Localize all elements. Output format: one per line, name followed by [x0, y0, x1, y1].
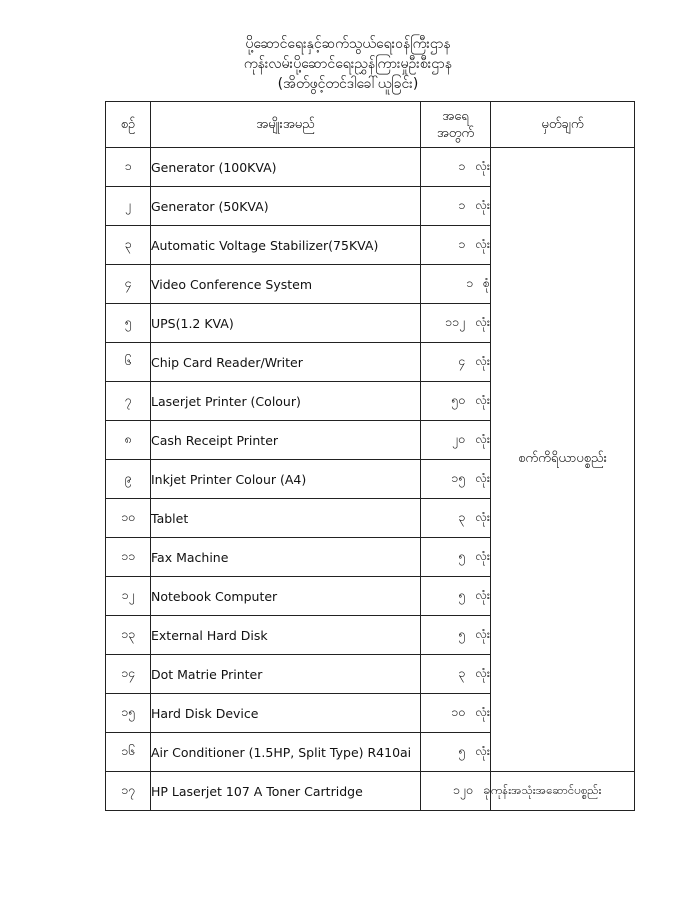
column-header-remark: မှတ်ချက်: [491, 102, 635, 148]
quantity-value: ၁: [465, 274, 473, 290]
quantity-unit: လုံး: [475, 625, 490, 641]
row-number: ၃: [106, 226, 151, 265]
row-number: ၄: [106, 265, 151, 304]
item-name: Laserjet Printer (Colour): [151, 382, 421, 421]
row-number: ၁၇: [106, 772, 151, 811]
item-quantity: [421, 421, 491, 460]
table-header-row: [106, 102, 635, 148]
quantity-unit: လုံး: [475, 547, 490, 563]
row-number: ၁၅: [106, 694, 151, 733]
department-title: ကုန်းလမ်းပို့ဆောင်ရေးညွှန်ကြားမှုဦးစီးဌာန: [243, 56, 453, 72]
remark-group-cell: စက်ကိရိယာပစ္စည်း: [491, 148, 635, 772]
quantity-value: ၅: [458, 547, 466, 563]
item-name: Generator (100KVA): [151, 148, 421, 187]
item-name: Generator (50KVA): [151, 187, 421, 226]
table-row: [106, 148, 635, 187]
quantity-value: ၅: [458, 625, 466, 641]
row-number: ၁၆: [106, 733, 151, 772]
item-quantity: [421, 538, 491, 577]
row-number: ၁: [106, 148, 151, 187]
quantity-unit: လုံး: [475, 430, 490, 446]
item-name: Chip Card Reader/Writer: [151, 343, 421, 382]
ministry-title: ပို့ဆောင်ရေးနှင့်ဆက်သွယ်ရေးဝန်ကြီးဌာန: [245, 36, 451, 52]
quantity-value: ၅: [458, 586, 466, 602]
item-name: External Hard Disk: [151, 616, 421, 655]
item-quantity: [421, 460, 491, 499]
quantity-unit: လုံး: [475, 742, 490, 758]
row-number: ၁၃: [106, 616, 151, 655]
row-number: ၈: [106, 421, 151, 460]
quantity-value: ၄: [458, 352, 466, 368]
quantity-value: ၁: [458, 157, 466, 173]
row-number: ၇: [106, 382, 151, 421]
item-quantity: [421, 265, 491, 304]
quantity-value: ၁၀: [451, 703, 466, 719]
items-table: [105, 101, 635, 811]
item-quantity: [421, 499, 491, 538]
table-row-last: [106, 772, 635, 811]
quantity-value: ၂၀: [451, 430, 466, 446]
quantity-unit: လုံး: [475, 157, 490, 173]
row-number: ၁၂: [106, 577, 151, 616]
item-name: Notebook Computer: [151, 577, 421, 616]
document-header: [0, 34, 696, 94]
quantity-unit: စုံ: [482, 274, 490, 290]
row-number: ၁၄: [106, 655, 151, 694]
item-quantity: [421, 343, 491, 382]
quantity-value: ၁: [458, 196, 466, 212]
quantity-unit: လုံး: [475, 703, 490, 719]
tender-subtitle: (အိတ်ဖွင့်တင်ဒါခေါ်ယူခြင်း): [277, 76, 419, 92]
column-header-quantity-line1: အရေ: [442, 108, 469, 124]
quantity-value: ၅: [458, 742, 466, 758]
item-quantity: [421, 616, 491, 655]
table-body: [106, 148, 635, 811]
item-quantity: [421, 226, 491, 265]
item-name: Fax Machine: [151, 538, 421, 577]
row-number: ၂: [106, 187, 151, 226]
quantity-unit: ခု: [482, 781, 490, 797]
quantity-unit: လုံး: [475, 508, 490, 524]
column-header-no: စဉ်: [106, 102, 151, 148]
quantity-unit: လုံး: [475, 469, 490, 485]
item-quantity: [421, 382, 491, 421]
column-header-quantity-line2: အတွက်: [436, 125, 475, 141]
item-quantity: [421, 577, 491, 616]
quantity-unit: လုံး: [475, 391, 490, 407]
column-header-quantity: [421, 102, 491, 148]
row-number: ၁၁: [106, 538, 151, 577]
item-name: Hard Disk Device: [151, 694, 421, 733]
quantity-unit: လုံး: [475, 664, 490, 680]
item-quantity: [421, 655, 491, 694]
item-quantity: [421, 694, 491, 733]
quantity-unit: လုံး: [475, 235, 490, 251]
quantity-value: ၁၅: [451, 469, 466, 485]
quantity-value: ၁: [458, 235, 466, 251]
quantity-value: ၁၁၂: [444, 313, 466, 329]
row-number: ၁၀: [106, 499, 151, 538]
item-name: HP Laserjet 107 A Toner Cartridge: [151, 772, 421, 811]
quantity-value: ၃: [458, 664, 466, 680]
item-name: Tablet: [151, 499, 421, 538]
quantity-unit: လုံး: [475, 196, 490, 212]
row-number: ၆: [106, 343, 151, 382]
quantity-value: ၃: [458, 508, 466, 524]
item-name: Air Conditioner (1.5HP, Split Type) R410ai: [151, 733, 421, 772]
item-name: UPS(1.2 KVA): [151, 304, 421, 343]
item-name: Cash Receipt Printer: [151, 421, 421, 460]
item-name: Automatic Voltage Stabilizer(75KVA): [151, 226, 421, 265]
item-name: Inkjet Printer Colour (A4): [151, 460, 421, 499]
item-quantity: [421, 187, 491, 226]
column-header-name: အမျိုးအမည်: [151, 102, 421, 148]
item-quantity: [421, 304, 491, 343]
quantity-unit: လုံး: [475, 586, 490, 602]
quantity-unit: လုံး: [475, 313, 490, 329]
item-remark: ကုန်းအသုံးအဆောင်ပစ္စည်း: [491, 772, 635, 811]
quantity-value: ၁၂၀: [452, 781, 473, 797]
item-quantity: [421, 772, 491, 811]
quantity-unit: လုံး: [475, 352, 490, 368]
item-name: Dot Matrie Printer: [151, 655, 421, 694]
item-name: Video Conference System: [151, 265, 421, 304]
row-number: ၉: [106, 460, 151, 499]
item-quantity: [421, 148, 491, 187]
quantity-value: ၅၀: [451, 391, 466, 407]
item-quantity: [421, 733, 491, 772]
row-number: ၅: [106, 304, 151, 343]
